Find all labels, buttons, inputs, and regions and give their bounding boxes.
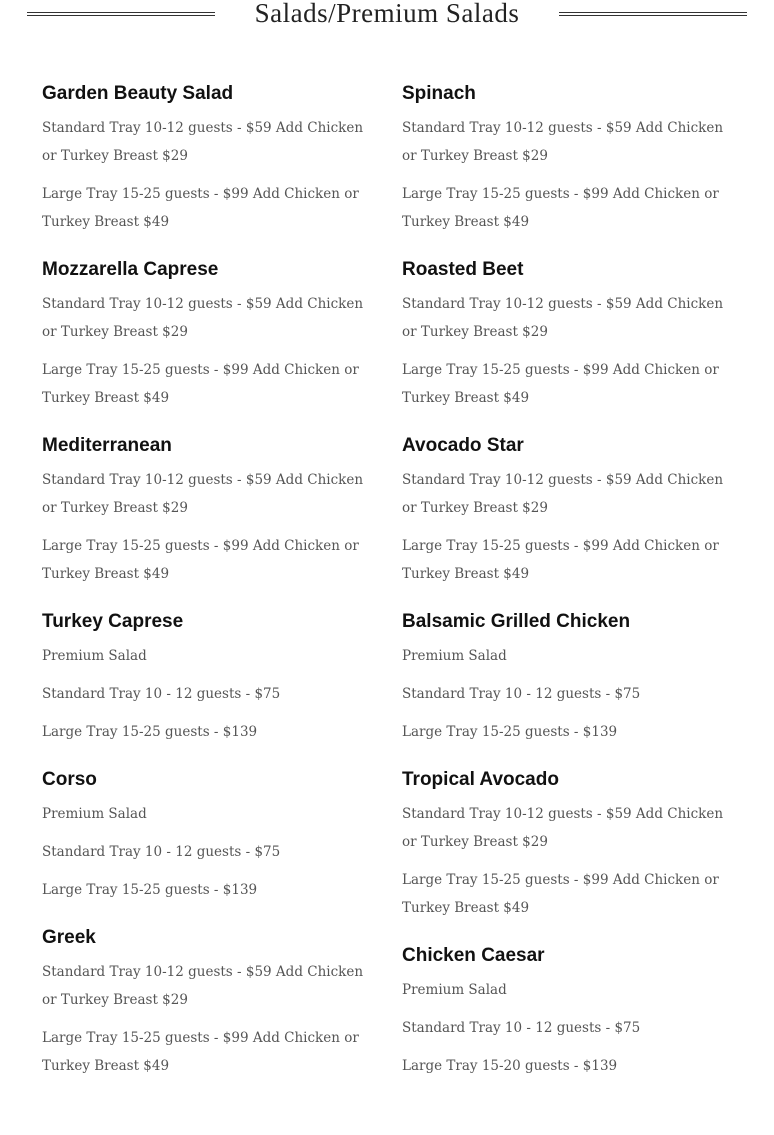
- menu-item-price-line: Premium Salad: [402, 982, 507, 998]
- menu-item-price-line: Standard Tray 10-12 guests - $59 Add Chicken or Turkey Breast $29: [42, 472, 364, 516]
- menu-item-price-line: Large Tray 15-25 guests - $139: [402, 724, 618, 740]
- menu-item-name: Roasted Beet: [402, 259, 524, 280]
- menu-item-price-line: Premium Salad: [402, 648, 507, 664]
- menu-item-price-line: Large Tray 15-25 guests - $99 Add Chicken or Turkey Breast $49: [42, 538, 359, 582]
- menu-item-price-line: Large Tray 15-25 guests - $139: [42, 882, 258, 898]
- menu-item-name: Turkey Caprese: [42, 611, 184, 632]
- menu-item-tropical-avocado: [402, 768, 732, 922]
- header-rule-right: [559, 12, 747, 16]
- menu-item-price-line: Large Tray 15-20 guests - $139: [402, 1058, 618, 1074]
- menu-item-price-line: Large Tray 15-25 guests - $99 Add Chicken or Turkey Breast $49: [402, 872, 719, 916]
- menu-item-chicken-caesar: [402, 944, 732, 1080]
- menu-item-price-line: Large Tray 15-25 guests - $99 Add Chicken or Turkey Breast $49: [42, 186, 359, 230]
- menu-column-left: [42, 82, 372, 1102]
- menu-item-corso: [42, 768, 372, 904]
- menu-item-price-line: Standard Tray 10-12 guests - $59 Add Chicken or Turkey Breast $29: [42, 296, 364, 340]
- menu-item-price-line: Large Tray 15-25 guests - $99 Add Chicken or Turkey Breast $49: [402, 362, 719, 406]
- menu-item-name: Spinach: [402, 83, 476, 104]
- menu-item-spinach: [402, 82, 732, 236]
- menu-column-right: [402, 82, 732, 1102]
- menu-item-price-line: Standard Tray 10-12 guests - $59 Add Chicken or Turkey Breast $29: [402, 472, 724, 516]
- section-header: [27, 0, 747, 28]
- menu-item-price-line: Standard Tray 10-12 guests - $59 Add Chicken or Turkey Breast $29: [402, 120, 724, 164]
- menu-item-price-line: Large Tray 15-25 guests - $99 Add Chicken or Turkey Breast $49: [42, 1030, 359, 1074]
- menu-item-price-line: Large Tray 15-25 guests - $99 Add Chicken or Turkey Breast $49: [42, 362, 359, 406]
- menu-item-name: Greek: [42, 927, 96, 948]
- menu-item-price-line: Large Tray 15-25 guests - $99 Add Chicken or Turkey Breast $49: [402, 538, 719, 582]
- menu-item-price-line: Premium Salad: [42, 806, 147, 822]
- menu-item-avocado-star: [402, 434, 732, 588]
- menu-item-garden-beauty-salad: [42, 82, 372, 236]
- menu-item-greek: [42, 926, 372, 1080]
- menu-item-price-line: Standard Tray 10-12 guests - $59 Add Chicken or Turkey Breast $29: [42, 964, 364, 1008]
- menu-item-roasted-beet: [402, 258, 732, 412]
- menu-item-name: Chicken Caesar: [402, 945, 545, 966]
- menu-item-balsamic-grilled-chicken: [402, 610, 732, 746]
- menu-item-name: Mozzarella Caprese: [42, 259, 219, 280]
- section-title: Salads/Premium Salads: [254, 0, 520, 28]
- menu-item-name: Mediterranean: [42, 435, 172, 456]
- menu-item-price-line: Standard Tray 10 - 12 guests - $75: [42, 686, 281, 702]
- menu-item-price-line: Premium Salad: [42, 648, 147, 664]
- menu-item-price-line: Standard Tray 10-12 guests - $59 Add Chicken or Turkey Breast $29: [402, 806, 724, 850]
- menu-item-price-line: Standard Tray 10-12 guests - $59 Add Chicken or Turkey Breast $29: [402, 296, 724, 340]
- menu-item-name: Tropical Avocado: [402, 769, 559, 790]
- menu-item-price-line: Standard Tray 10 - 12 guests - $75: [402, 1020, 641, 1036]
- menu-item-price-line: Large Tray 15-25 guests - $99 Add Chicken or Turkey Breast $49: [402, 186, 719, 230]
- menu-item-price-line: Large Tray 15-25 guests - $139: [42, 724, 258, 740]
- menu-item-name: Balsamic Grilled Chicken: [402, 611, 631, 632]
- menu-item-price-line: Standard Tray 10-12 guests - $59 Add Chicken or Turkey Breast $29: [42, 120, 364, 164]
- menu-item-name: Avocado Star: [402, 435, 524, 456]
- menu-item-price-line: Standard Tray 10 - 12 guests - $75: [402, 686, 641, 702]
- menu-item-mozzarella-caprese: [42, 258, 372, 412]
- menu-item-name: Corso: [42, 769, 97, 790]
- menu-item-mediterranean: [42, 434, 372, 588]
- menu-item-price-line: Standard Tray 10 - 12 guests - $75: [42, 844, 281, 860]
- menu-item-name: Garden Beauty Salad: [42, 83, 234, 104]
- menu-item-turkey-caprese: [42, 610, 372, 746]
